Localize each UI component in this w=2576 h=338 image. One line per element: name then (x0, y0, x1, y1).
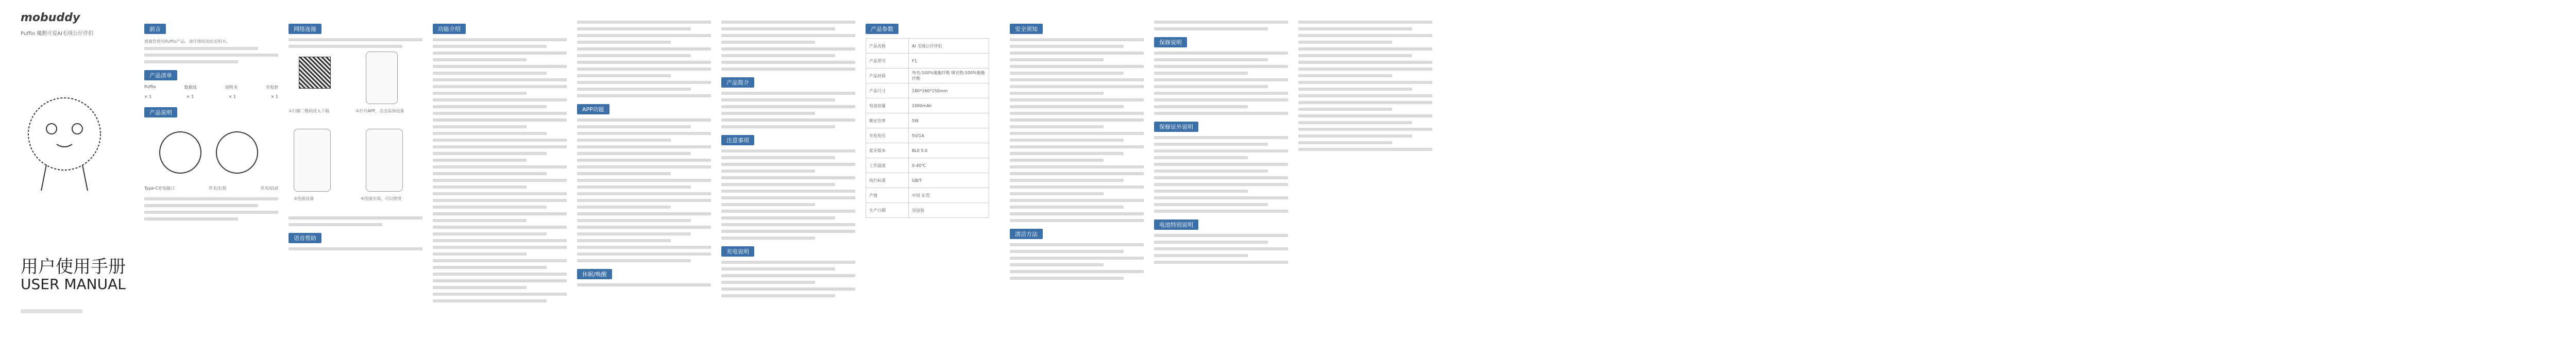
spec-key: 产品材质 (866, 69, 909, 83)
spec-value: 0-40℃ (909, 158, 989, 173)
product-label: 开关/启动 (260, 186, 278, 191)
inventory-list (144, 84, 278, 90)
mascot-illustration (26, 72, 103, 206)
network-caption: ③连接设备 (294, 196, 314, 201)
spec-value: 中国 东莞 (909, 188, 989, 203)
spec-row (866, 158, 989, 173)
spec-key: 蓝牙版本 (866, 143, 909, 158)
inventory-item: Puffio (144, 84, 156, 89)
spec-row (866, 54, 989, 69)
spec-key: 产地 (866, 188, 909, 203)
cover-panel (0, 0, 134, 338)
spec-key: 工作温度 (866, 158, 909, 173)
spec-value: 1000mAh (909, 98, 989, 113)
section-title-app: APP功能 (577, 104, 609, 114)
column-intro (721, 21, 855, 301)
spec-key: 产品型号 (866, 54, 909, 69)
section-title-safety: 安全须知 (1010, 24, 1043, 34)
inventory-count: × 1 (228, 94, 236, 99)
spec-key: 产品尺寸 (866, 83, 909, 98)
spec-row (866, 143, 989, 158)
spec-row (866, 113, 989, 128)
network-caption: ②打开APP，点击添加设备 (355, 109, 404, 113)
inventory-item: 说明书 (225, 85, 238, 90)
phone-mockup (366, 129, 403, 192)
section-title-functions: 功能介绍 (433, 24, 466, 34)
spec-row (866, 128, 989, 143)
spec-key: 生产日期 (866, 203, 909, 218)
spec-value: F1 (909, 54, 989, 69)
product-label: 开关/长按 (208, 186, 227, 191)
section-title-warranty: 保修说明 (1154, 37, 1187, 47)
cover-subtitle: Puffio 魔鹅可爱AI毛绒公仔伴侣 (21, 31, 93, 37)
inventory-count: × 1 (186, 94, 194, 99)
spec-table (866, 38, 989, 218)
inventory-count: × 1 (270, 94, 278, 99)
spec-key: 执行标准 (866, 173, 909, 188)
section-title-specs: 产品参数 (866, 24, 899, 34)
spec-value: BLE 5.0 (909, 143, 989, 158)
section-title-cleaning: 清洁方法 (1010, 229, 1043, 239)
intro-text: 感谢您使用Puffio产品，请仔细阅读此说明书。 (144, 39, 230, 44)
section-title-battery: 电池特别说明 (1154, 219, 1198, 230)
spec-row (866, 203, 989, 218)
spec-row (866, 188, 989, 203)
manual-title-en: USER MANUAL (21, 276, 126, 293)
section-title-preface: 前言 (144, 24, 166, 34)
section-title-notes: 注意事项 (721, 135, 754, 145)
inventory-item: 数据线 (184, 85, 197, 90)
column-preface (144, 21, 278, 224)
spec-row (866, 173, 989, 188)
column-safety (1010, 21, 1144, 283)
spec-value: 5W (909, 113, 989, 128)
spec-key: 额定功率 (866, 113, 909, 128)
spec-key: 电池容量 (866, 98, 909, 113)
brand-logo: mobuddy (21, 11, 80, 24)
inventory-item: 充电套 (266, 85, 278, 90)
phone-mockup (294, 129, 331, 192)
cover-footer-bar (21, 309, 82, 313)
section-title-warranty-exclusion: 保修证外说明 (1154, 122, 1198, 132)
section-title-intro: 产品简介 (721, 77, 754, 88)
column-network (289, 21, 422, 254)
manual-title-cn: 用户使用手册 (21, 257, 126, 277)
section-title-inventory: 产品清单 (144, 70, 177, 80)
section-title-charging: 充电说明 (721, 246, 754, 257)
spec-row (866, 98, 989, 113)
network-caption: ④连接完成，可以使用 (361, 196, 402, 201)
spec-value: 见包装 (909, 203, 989, 218)
spec-value: AI 毛绒公仔伴侣 (909, 39, 989, 54)
section-title-voice-help: 语音帮助 (289, 233, 321, 243)
spec-key: 产品名称 (866, 39, 909, 54)
section-title-product: 产品说明 (144, 107, 177, 117)
spec-key: 充电电压 (866, 128, 909, 143)
column-app (577, 21, 711, 290)
spec-row (866, 83, 989, 98)
section-title-network: 网络连接 (289, 24, 321, 34)
spec-value: 外壳:100%聚酯纤维 填充物:100%聚酯纤维 (909, 69, 989, 83)
column-extra (1298, 21, 1432, 155)
spec-row (866, 39, 989, 54)
section-title-sleep: 休眠/唤醒 (577, 269, 612, 279)
column-warranty (1154, 21, 1288, 267)
inventory-count: × 1 (144, 94, 152, 99)
spec-value: GB/T (909, 173, 989, 188)
qr-code (299, 57, 331, 89)
product-label: Type-C充电接口 (144, 186, 175, 191)
column-specs (866, 21, 999, 218)
product-diagram (144, 122, 268, 183)
network-caption: ①扫描二维码进入下载 (289, 109, 330, 113)
phone-mockup (366, 52, 398, 104)
spec-value: 5V/1A (909, 128, 989, 143)
column-functions (433, 21, 567, 306)
spec-value: 180*160*150mm (909, 83, 989, 98)
spec-row (866, 69, 989, 83)
